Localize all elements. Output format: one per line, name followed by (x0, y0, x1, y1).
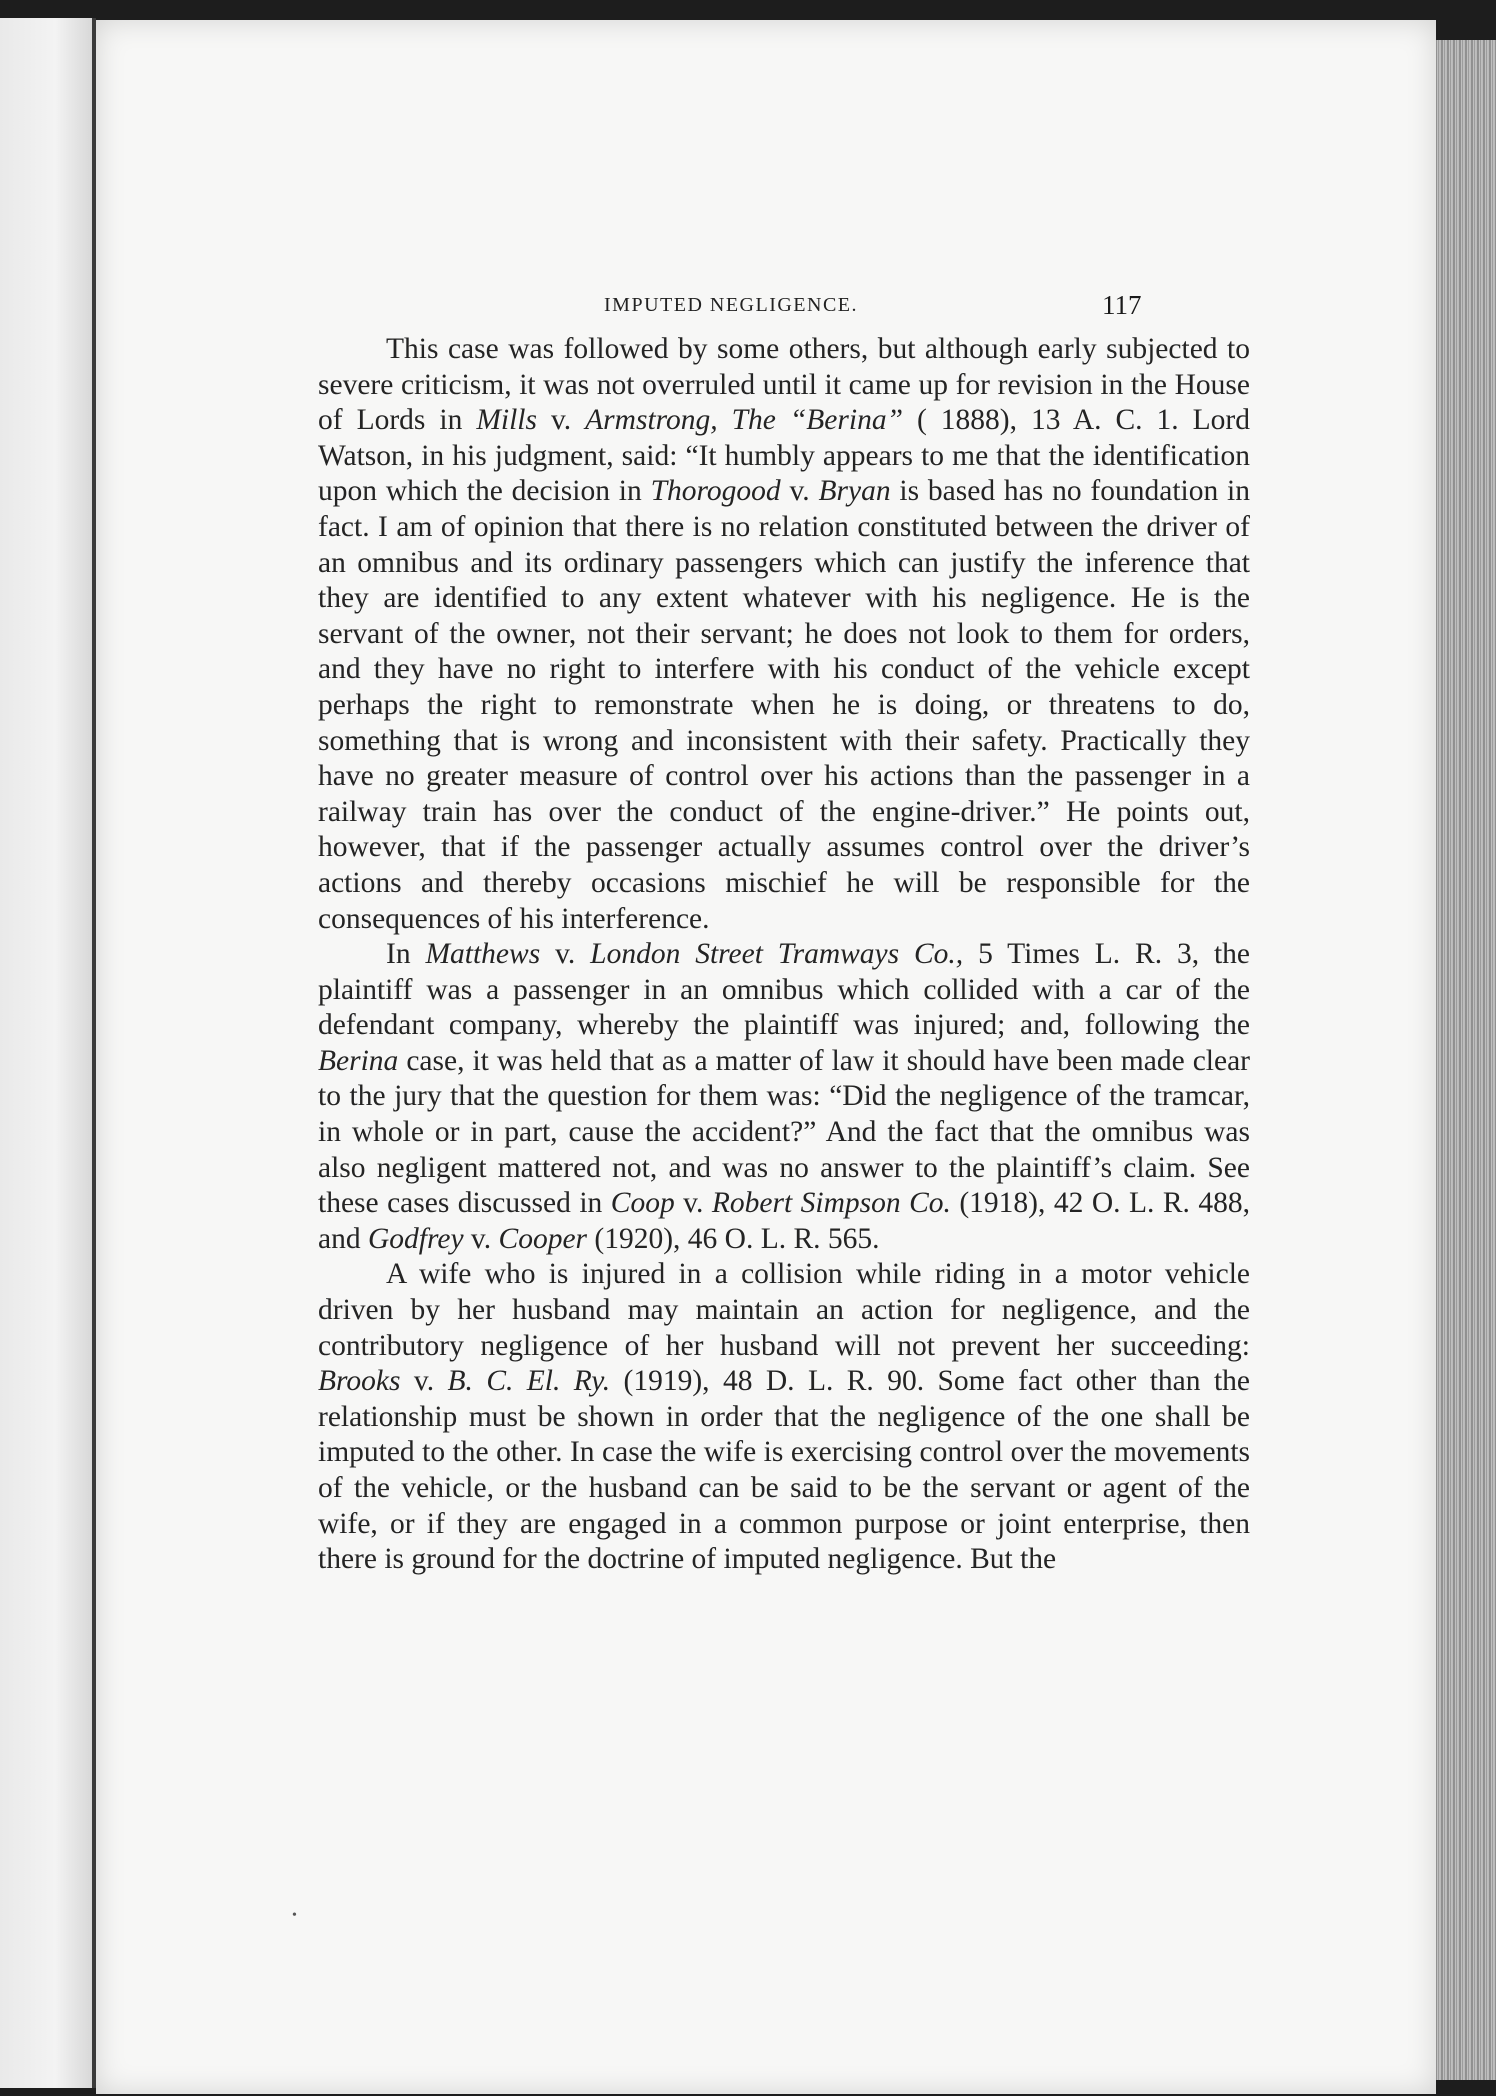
text-run: v. (674, 1187, 712, 1220)
case-name: B. C. El. Ry. (447, 1365, 611, 1398)
paragraph (318, 332, 1250, 937)
paragraph (318, 937, 1250, 1257)
case-name: London Street Tramways Co., (590, 938, 964, 971)
text-run: (1920), 46 O. L. R. 565. (587, 1222, 880, 1255)
running-head: IMPUTED NEGLIGENCE. (604, 294, 859, 316)
paragraph (318, 1257, 1250, 1577)
page-number: 117 (1102, 290, 1142, 320)
text-run: case, it was held that as a matter of law it should have been made clear to the jury that the question for them was: “Did the negligence of the tramcar, in whole or in part, cause the accident?” And the fact that the omnibus was also negligent mattered not, and was no answer to the plaintiff’s claim. See these cases discussed in (318, 1044, 1250, 1220)
text-run: v. (536, 404, 586, 437)
text-run: 5 Times L. R. 3, the plaintiff was a passenger in an omnibus which collided with a car of the defendant company, whereby the plaintiff was injured; and, following the (318, 938, 1251, 1042)
case-name: Armstrong, The “Berina” (585, 404, 903, 437)
case-name: Robert Simpson Co. (711, 1187, 951, 1220)
case-name: Brooks (318, 1365, 401, 1398)
text-run: This case was followed by some others, but although early subjected to severe criticism, it was not overruled until it came up for revision in the House of Lords in (318, 333, 1250, 437)
case-name: Godfrey (367, 1222, 464, 1255)
case-name: Bryan (818, 475, 891, 508)
text-run: v. (540, 938, 591, 971)
case-name: Berina (318, 1044, 399, 1077)
case-name: Thorogood (650, 475, 781, 508)
facing-page-edge (0, 18, 96, 2088)
text-run: A wife who is injured in a collision while riding in a motor vehicle driven by her husband may maintain an action for negligence, and the contributory negligence of her husband will not prevent her succeeding: (318, 1258, 1250, 1362)
case-name: Mills (476, 404, 537, 437)
page-header (96, 290, 1156, 330)
book-page (96, 20, 1436, 2094)
text-run: v. (463, 1222, 499, 1255)
case-name: Coop (610, 1187, 675, 1220)
body-text (318, 332, 1250, 1578)
page-stack-edge (1426, 40, 1496, 2080)
text-run: v. (780, 475, 819, 508)
text-run: is based has no foundation in fact. I am of opinion that there is no relation constituted between the driver of an omnibus and its ordinary passengers which can justify the inference that they are identified to any extent whatever with his negligence. He is the servant of the owner, not their servant; he does not look to them for orders, and they have no right to interfere with his conduct of the vehicle except perhaps the right to remonstrate when he is doing, or threatens to do, something that is wrong and inconsistent with their safety. Practically they have no greater measure of control over his actions than the passenger in a railway train has over the conduct of the engine-driver.” He points out, however, that if the passenger actually assumes control over the driver’s actions and thereby occasions mischief he will be responsible for the consequences of his interference. (318, 475, 1250, 935)
stray-mark: • (292, 1908, 297, 1923)
text-run: v. (400, 1365, 448, 1398)
text-run: ( 1888), 13 A. C. 1. Lord Watson, in his judgment, said: “It humbly appears to me that the identification upon which the decision in (318, 404, 1250, 508)
case-name: Matthews (425, 938, 541, 971)
text-run: In (386, 938, 426, 971)
text-run: (1918), 42 O. L. R. 488, and (318, 1187, 1250, 1255)
text-run: (1919), 48 D. L. R. 90. Some fact other than the relationship must be shown in order that the negligence of the one shall be imputed to the other. In case the wife is exercising control over the movements of the vehicle, or the husband can be said to be the servant or agent of the wife, or if they are engaged in a common purpose or joint enterprise, then there is ground for the doctrine of imputed negligence. But the (318, 1365, 1250, 1576)
case-name: Cooper (498, 1222, 588, 1255)
